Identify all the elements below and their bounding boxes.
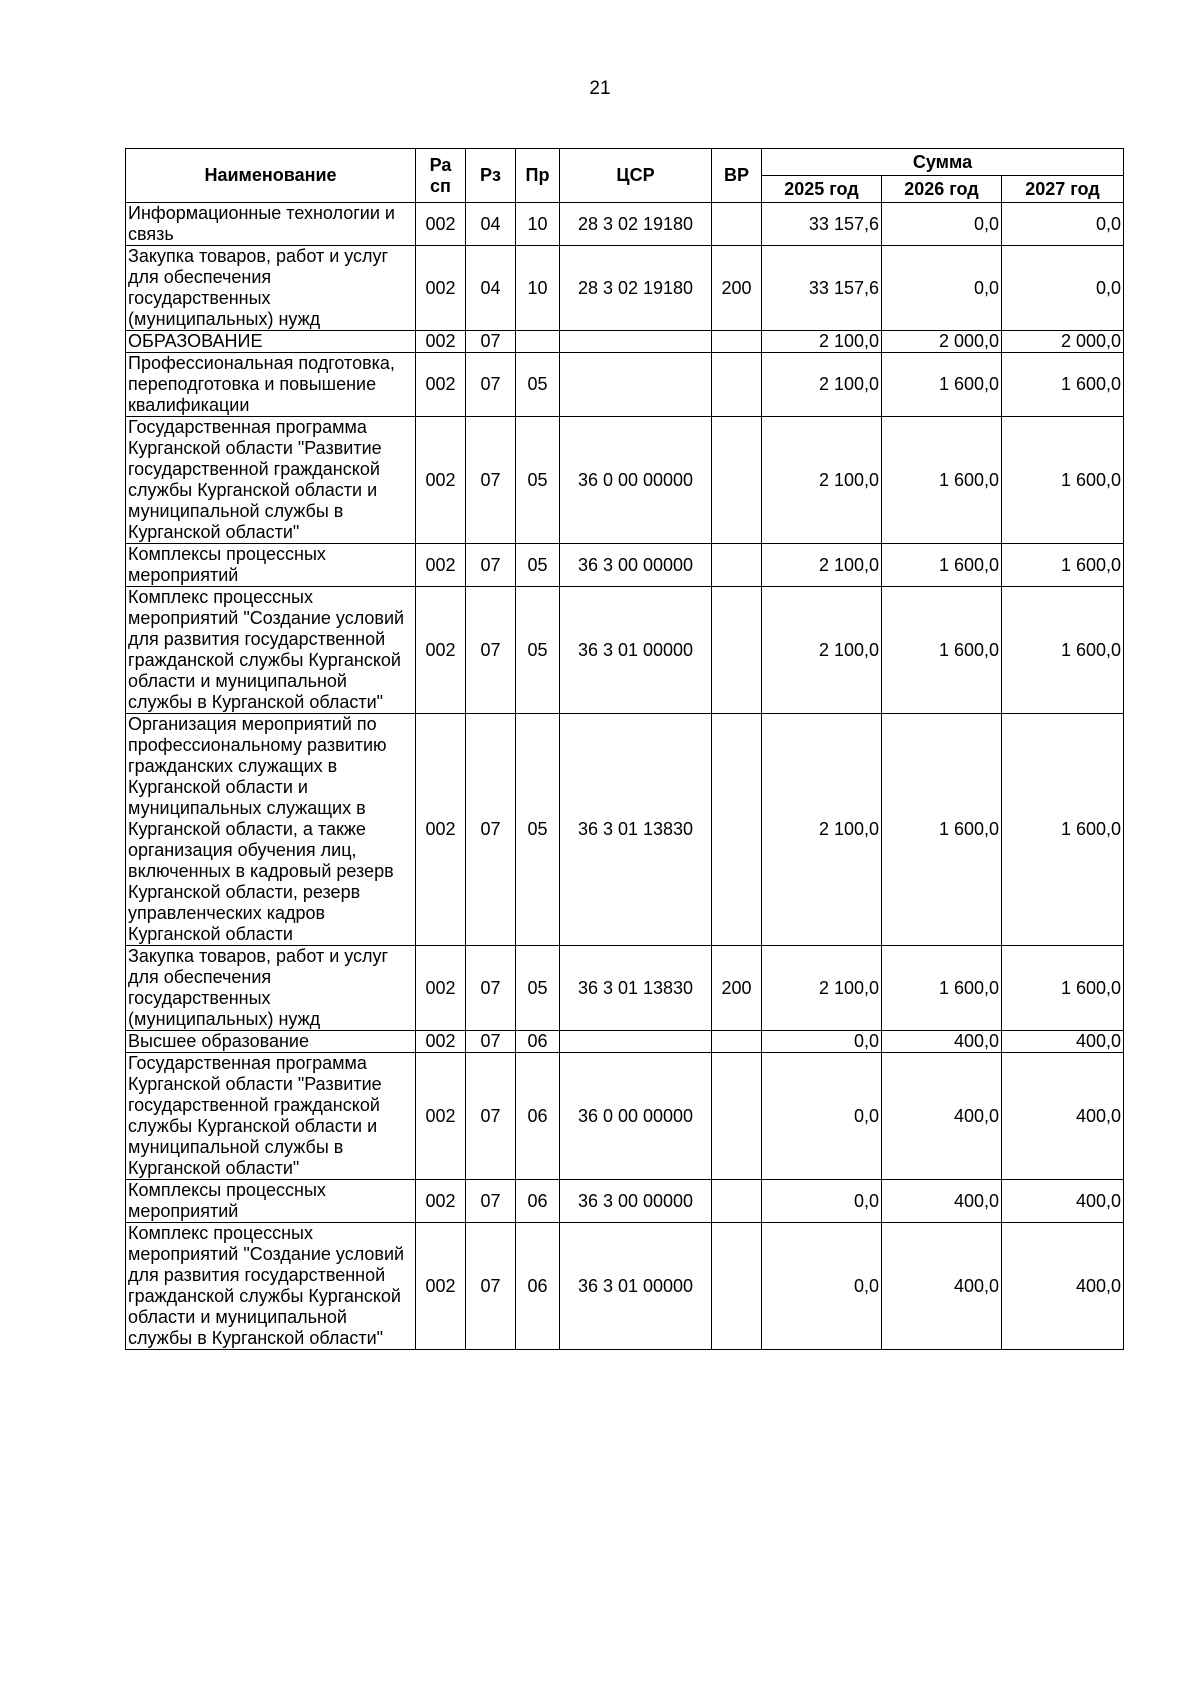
row-sum-2025: 33 157,6 [762, 203, 882, 246]
table-row [126, 417, 1124, 544]
row-name: Организация мероприятий по профессиональному развитию гражданских служащих в Курганской области и муниципальных служащих в Курганской области, а также организация обучения лиц, включенных в кадровый резерв Курганской области, резерв управленческих кадров Курганской области [126, 714, 416, 946]
row-vr [712, 1053, 762, 1180]
header-year-2027: 2027 год [1002, 176, 1124, 203]
page-number: 21 [589, 78, 611, 99]
header-csr: ЦСР [560, 149, 712, 203]
row-rasp: 002 [416, 331, 466, 353]
header-rasp: Ра сп [416, 149, 466, 203]
row-sum-2025: 0,0 [762, 1180, 882, 1223]
row-vr: 200 [712, 946, 762, 1031]
row-sum-2026: 400,0 [882, 1223, 1002, 1350]
row-csr: 28 3 02 19180 [560, 246, 712, 331]
row-sum-2025: 33 157,6 [762, 246, 882, 331]
header-rz: Рз [466, 149, 516, 203]
row-pr: 06 [516, 1031, 560, 1053]
row-pr: 06 [516, 1223, 560, 1350]
row-pr: 10 [516, 246, 560, 331]
row-rz: 07 [466, 1180, 516, 1223]
table-row [126, 587, 1124, 714]
row-rz: 07 [466, 331, 516, 353]
row-vr [712, 331, 762, 353]
row-csr: 36 3 01 00000 [560, 587, 712, 714]
table-row [126, 353, 1124, 417]
row-pr: 06 [516, 1180, 560, 1223]
row-rz: 07 [466, 353, 516, 417]
row-name: Комплекс процессных мероприятий "Создание условий для развития государственной гражданской службы Курганской области и муниципальной службы в Курганской области" [126, 587, 416, 714]
row-vr [712, 353, 762, 417]
row-pr: 10 [516, 203, 560, 246]
row-vr: 200 [712, 246, 762, 331]
row-sum-2025: 2 100,0 [762, 544, 882, 587]
row-vr [712, 587, 762, 714]
row-csr [560, 331, 712, 353]
table-row [126, 946, 1124, 1031]
table-body [126, 203, 1124, 1350]
row-rz: 07 [466, 544, 516, 587]
header-vr: ВР [712, 149, 762, 203]
table-row [126, 331, 1124, 353]
row-pr [516, 331, 560, 353]
row-rz: 07 [466, 587, 516, 714]
header-year-2025: 2025 год [762, 176, 882, 203]
row-sum-2026: 0,0 [882, 246, 1002, 331]
budget-table [125, 148, 1124, 1350]
row-csr: 36 3 00 00000 [560, 544, 712, 587]
row-sum-2026: 400,0 [882, 1031, 1002, 1053]
row-sum-2025: 0,0 [762, 1031, 882, 1053]
row-rz: 07 [466, 1053, 516, 1180]
row-rasp: 002 [416, 1031, 466, 1053]
header-year-2026: 2026 год [882, 176, 1002, 203]
row-sum-2025: 0,0 [762, 1223, 882, 1350]
row-sum-2025: 2 100,0 [762, 946, 882, 1031]
row-sum-2026: 1 600,0 [882, 946, 1002, 1031]
row-sum-2027: 0,0 [1002, 203, 1124, 246]
table-row [126, 1180, 1124, 1223]
row-rasp: 002 [416, 246, 466, 331]
row-rasp: 002 [416, 1053, 466, 1180]
row-sum-2027: 2 000,0 [1002, 331, 1124, 353]
row-sum-2026: 400,0 [882, 1053, 1002, 1180]
row-name: Профессиональная подготовка, переподготовка и повышение квалификации [126, 353, 416, 417]
row-sum-2027: 1 600,0 [1002, 587, 1124, 714]
row-sum-2027: 1 600,0 [1002, 417, 1124, 544]
table-row [126, 203, 1124, 246]
row-rasp: 002 [416, 544, 466, 587]
row-pr: 05 [516, 544, 560, 587]
table-row [126, 246, 1124, 331]
row-pr: 05 [516, 417, 560, 544]
row-sum-2026: 0,0 [882, 203, 1002, 246]
table-row [126, 1223, 1124, 1350]
row-rasp: 002 [416, 587, 466, 714]
row-name: Информационные технологии и связь [126, 203, 416, 246]
row-sum-2027: 1 600,0 [1002, 353, 1124, 417]
row-sum-2026: 400,0 [882, 1180, 1002, 1223]
row-sum-2027: 1 600,0 [1002, 544, 1124, 587]
row-sum-2027: 400,0 [1002, 1180, 1124, 1223]
row-pr: 05 [516, 587, 560, 714]
row-sum-2027: 400,0 [1002, 1223, 1124, 1350]
row-csr: 36 0 00 00000 [560, 1053, 712, 1180]
row-rasp: 002 [416, 353, 466, 417]
table-row [126, 1031, 1124, 1053]
header-sum: Сумма [762, 149, 1124, 176]
row-rasp: 002 [416, 203, 466, 246]
row-sum-2026: 2 000,0 [882, 331, 1002, 353]
row-pr: 05 [516, 353, 560, 417]
row-sum-2027: 400,0 [1002, 1053, 1124, 1180]
row-rasp: 002 [416, 417, 466, 544]
row-vr [712, 714, 762, 946]
row-vr [712, 544, 762, 587]
row-sum-2026: 1 600,0 [882, 353, 1002, 417]
row-name: ОБРАЗОВАНИЕ [126, 331, 416, 353]
row-name: Закупка товаров, работ и услуг для обеспечения государственных (муниципальных) нужд [126, 246, 416, 331]
row-sum-2026: 1 600,0 [882, 417, 1002, 544]
row-vr [712, 1031, 762, 1053]
row-name: Комплекс процессных мероприятий "Создание условий для развития государственной гражданской службы Курганской области и муниципальной службы в Курганской области" [126, 1223, 416, 1350]
row-csr: 36 3 00 00000 [560, 1180, 712, 1223]
row-name: Государственная программа Курганской области "Развитие государственной гражданской службы Курганской области и муниципальной службы в Курганской области" [126, 1053, 416, 1180]
row-rz: 07 [466, 1031, 516, 1053]
row-sum-2027: 1 600,0 [1002, 946, 1124, 1031]
row-csr: 36 3 01 13830 [560, 714, 712, 946]
row-vr [712, 1223, 762, 1350]
table-row [126, 714, 1124, 946]
row-name: Высшее образование [126, 1031, 416, 1053]
row-vr [712, 1180, 762, 1223]
row-csr: 36 3 01 00000 [560, 1223, 712, 1350]
row-rasp: 002 [416, 946, 466, 1031]
row-name: Закупка товаров, работ и услуг для обеспечения государственных (муниципальных) нужд [126, 946, 416, 1031]
row-sum-2025: 2 100,0 [762, 417, 882, 544]
row-vr [712, 417, 762, 544]
row-csr: 36 3 01 13830 [560, 946, 712, 1031]
row-sum-2027: 1 600,0 [1002, 714, 1124, 946]
row-sum-2025: 2 100,0 [762, 587, 882, 714]
row-rasp: 002 [416, 714, 466, 946]
row-name: Комплексы процессных мероприятий [126, 1180, 416, 1223]
row-rz: 07 [466, 714, 516, 946]
row-csr: 28 3 02 19180 [560, 203, 712, 246]
row-pr: 06 [516, 1053, 560, 1180]
row-rasp: 002 [416, 1180, 466, 1223]
row-rz: 07 [466, 417, 516, 544]
row-pr: 05 [516, 714, 560, 946]
row-sum-2025: 2 100,0 [762, 331, 882, 353]
row-sum-2027: 0,0 [1002, 246, 1124, 331]
row-rz: 07 [466, 946, 516, 1031]
row-csr [560, 353, 712, 417]
table-row [126, 544, 1124, 587]
row-csr: 36 0 00 00000 [560, 417, 712, 544]
header-name: Наименование [126, 149, 416, 203]
row-sum-2025: 2 100,0 [762, 353, 882, 417]
row-sum-2026: 1 600,0 [882, 587, 1002, 714]
row-sum-2025: 0,0 [762, 1053, 882, 1180]
row-sum-2025: 2 100,0 [762, 714, 882, 946]
row-sum-2026: 1 600,0 [882, 714, 1002, 946]
row-rasp: 002 [416, 1223, 466, 1350]
row-sum-2026: 1 600,0 [882, 544, 1002, 587]
row-name: Комплексы процессных мероприятий [126, 544, 416, 587]
row-pr: 05 [516, 946, 560, 1031]
table-row [126, 1053, 1124, 1180]
row-rz: 04 [466, 246, 516, 331]
row-vr [712, 203, 762, 246]
row-rz: 04 [466, 203, 516, 246]
row-sum-2027: 400,0 [1002, 1031, 1124, 1053]
row-csr [560, 1031, 712, 1053]
header-pr: Пр [516, 149, 560, 203]
row-rz: 07 [466, 1223, 516, 1350]
row-name: Государственная программа Курганской области "Развитие государственной гражданской службы Курганской области и муниципальной службы в Курганской области" [126, 417, 416, 544]
